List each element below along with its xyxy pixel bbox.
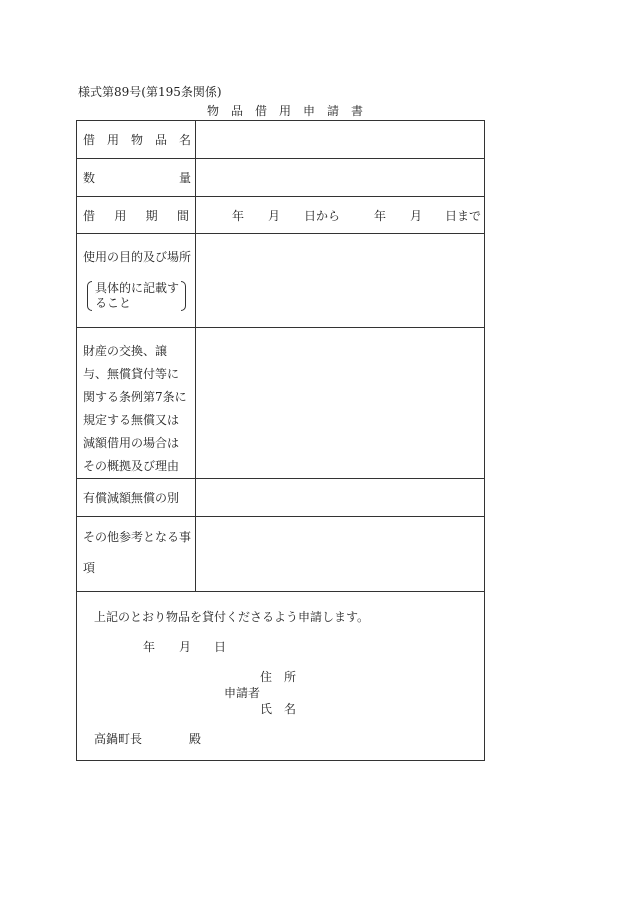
- form-title: 物 品 借 用 申 請 書: [207, 104, 364, 118]
- row-quantity: [77, 159, 484, 197]
- purpose-note-text: 具体的に記載すること: [95, 281, 180, 310]
- item-name-field[interactable]: [196, 121, 484, 158]
- other-label-line2: 項: [83, 561, 96, 575]
- row-period: [77, 197, 484, 234]
- purpose-field[interactable]: [196, 234, 484, 327]
- period-end-year: 年: [374, 209, 387, 223]
- item-name-label: 借 用 物 品 名: [83, 133, 192, 147]
- quantity-label-right: 量: [179, 171, 192, 185]
- statement: 上記のとおり物品を貸付くださるよう申請します。: [94, 610, 370, 624]
- other-field[interactable]: [196, 517, 484, 591]
- addressee: 高鍋町長: [94, 732, 143, 746]
- period-start-day: 日から: [304, 209, 341, 223]
- row-reason: [77, 328, 484, 479]
- date-year: 年: [143, 640, 156, 654]
- quantity-field[interactable]: [196, 159, 484, 196]
- date-day: 日: [214, 640, 227, 654]
- reason-label: 財産の交換、譲与、無償貸付等に関する条例第7条に規定する無償又は減額借用の場合はその概拠及び理由: [83, 344, 187, 473]
- paid-type-field[interactable]: [196, 479, 484, 516]
- other-label-line1: その他参考となる事: [83, 530, 192, 544]
- honorific: 殿: [189, 732, 202, 746]
- reason-field[interactable]: [196, 328, 484, 478]
- purpose-label: 使用の目的及び場所: [83, 250, 192, 264]
- date-month: 月: [179, 640, 192, 654]
- period-end-month: 月: [410, 209, 423, 223]
- row-purpose: [77, 234, 484, 328]
- period-start-year: 年: [232, 209, 245, 223]
- form-number: 様式第89号(第195条関係): [78, 85, 222, 99]
- quantity-label-left: 数: [83, 171, 96, 185]
- purpose-note: [83, 281, 186, 313]
- row-item-name: [77, 121, 484, 159]
- right-bracket: [181, 281, 186, 311]
- applicant-label: 申請者: [224, 686, 261, 700]
- period-field[interactable]: [196, 197, 484, 233]
- period-label: 借 用 期 間: [83, 209, 189, 223]
- left-bracket: [87, 281, 92, 311]
- address-label: 住 所: [260, 670, 297, 684]
- name-label: 氏 名: [260, 702, 297, 716]
- application-table: [76, 120, 485, 761]
- paid-type-label: 有償減額無償の別: [83, 491, 180, 505]
- period-start-month: 月: [268, 209, 281, 223]
- row-paid-type: [77, 479, 484, 517]
- row-other: [77, 517, 484, 592]
- period-end-day: 日まで: [445, 209, 482, 223]
